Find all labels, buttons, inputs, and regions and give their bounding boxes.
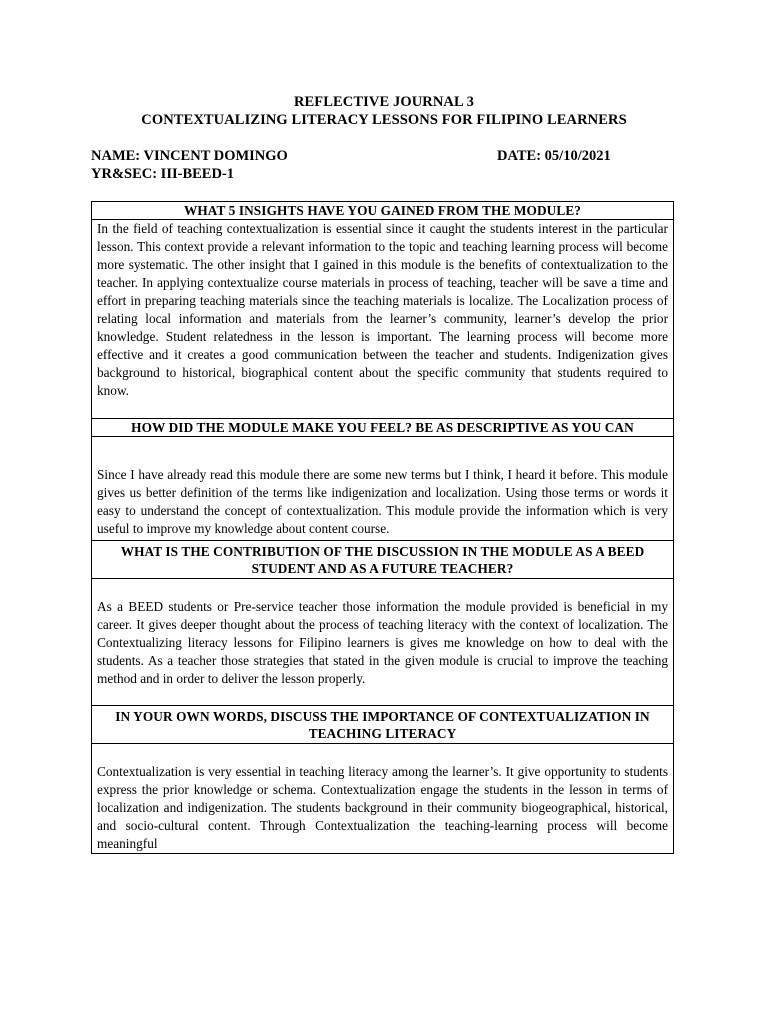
answer-3: As a BEED students or Pre-service teacher those information the module provided is beneficial in my career. It gives deeper thought about the process of teaching literacy with the context of localization. The Contextualizing literacy lessons for Filipino learners is gives me knowledge on how to deal with the students. As a teacher those strategies that stated in the given module is crucial to improve the teaching method and in order to deliver the lesson properly. (92, 579, 674, 706)
question-row (92, 541, 674, 579)
submission-date: DATE: 05/10/2021 (497, 148, 611, 164)
journal-subtitle: CONTEXTUALIZING LITERACY LESSONS FOR FILIPINO LEARNERS (141, 112, 627, 128)
answer-1: In the field of teaching contextualization is essential since it caught the students interest in the particular lesson. This context provide a relevant information to the topic and teaching learning process will become more systematic. The other insight that I gained in this module is the benefits of contextualization to the teacher. In applying contextualize course materials in process of teaching, teacher will be save a time and effort in preparing teaching materials since the teaching materials is localize. The Localization process of relating local information and materials from the learner’s community, learner’s develop the prior knowledge. Student relatedness in the lesson is important. The learning process will become more effective and it creates a good communication between the teacher and students. Indigenization gives background to historical, biographical content about the specific community that students required to know. (92, 220, 674, 419)
question-2: HOW DID THE MODULE MAKE YOU FEEL? BE AS DESCRIPTIVE AS YOU CAN (92, 419, 674, 437)
question-row (92, 419, 674, 437)
question-4: IN YOUR OWN WORDS, DISCUSS THE IMPORTANCE OF CONTEXTUALIZATION IN TEACHING LITERACY (92, 706, 674, 744)
question-row (92, 202, 674, 220)
answer-row (92, 744, 674, 854)
year-section: YR&SEC: III-BEED-1 (91, 166, 235, 182)
journal-table (91, 201, 674, 854)
answer-row (92, 579, 674, 706)
answer-row (92, 437, 674, 541)
question-row (92, 706, 674, 744)
question-1: WHAT 5 INSIGHTS HAVE YOU GAINED FROM THE MODULE? (92, 202, 674, 220)
student-name: NAME: VINCENT DOMINGO (91, 148, 288, 164)
answer-2: Since I have already read this module there are some new terms but I think, I heard it before. This module gives us better definition of the terms like indigenization and localization. Using those terms or words it easy to understand the concept of contextualization. This module provide the information which is very useful to improve my knowledge about content course. (92, 437, 674, 541)
answer-row (92, 220, 674, 419)
journal-title: REFLECTIVE JOURNAL 3 (293, 94, 475, 110)
answer-4: Contextualization is very essential in teaching literacy among the learner’s. It give opportunity to students express the prior knowledge or schema. Contextualization engage the students in the lesson in terms of localization and indigenization. The students background in their community biogeographical, historical, and socio-cultural content. Through Contextualization the teaching-learning process will become meaningful (92, 744, 674, 854)
question-3: WHAT IS THE CONTRIBUTION OF THE DISCUSSION IN THE MODULE AS A BEED STUDENT AND AS A FUTURE TEACHER? (92, 541, 674, 579)
